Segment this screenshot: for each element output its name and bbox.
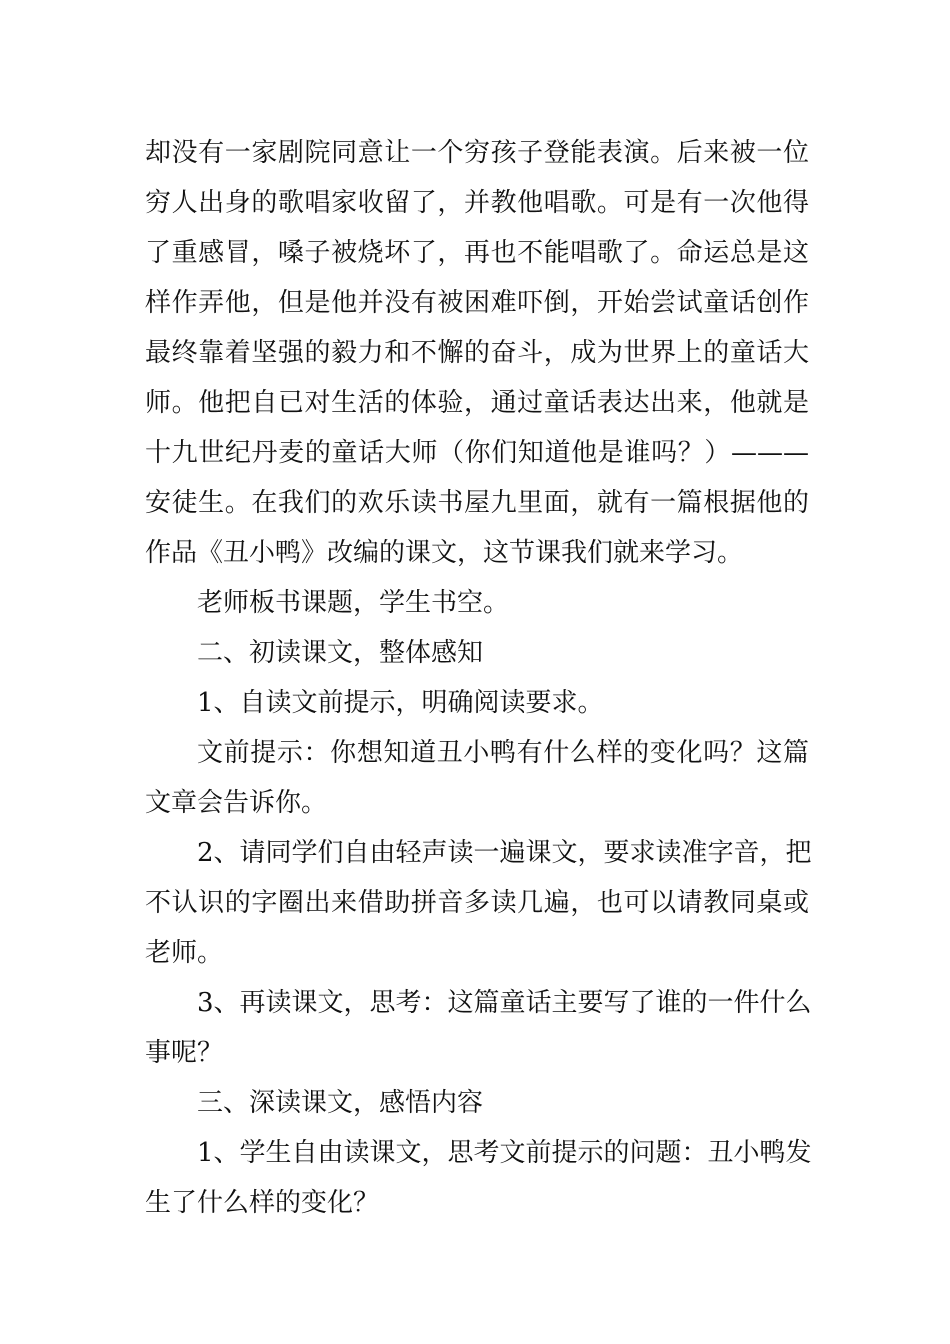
text-line: 穷人出身的歌唱家收留了，并教他唱歌。可是有一次他得 <box>145 188 809 218</box>
text-line: 1、学生自由读课文，思考文前提示的问题：丑小鸭发 <box>197 1138 812 1168</box>
text-line: 了重感冒，嗓子被烧坏了，再也不能唱歌了。命运总是这 <box>145 238 809 268</box>
text-line: 样作弄他，但是他并没有被困难吓倒，开始尝试童话创作 <box>145 288 809 318</box>
text-line: 不认识的字圈出来借助拼音多读几遍，也可以请教同桌或 <box>145 888 809 918</box>
document-body <box>145 128 812 1228</box>
text-line: 1、自读文前提示，明确阅读要求。 <box>197 688 604 718</box>
text-line: 老师。 <box>145 938 224 968</box>
text-line: 师。他把自已对生活的体验，通过童话表达出来，他就是 <box>145 388 809 418</box>
text-line: 2、请同学们自由轻声读一遍课文，要求读准字音，把 <box>197 838 812 868</box>
text-line: 3、再读课文，思考：这篇童话主要写了谁的一件什么 <box>197 988 812 1018</box>
text-line: 文章会告诉你。 <box>145 788 328 818</box>
text-line: 最终靠着坚强的毅力和不懈的奋斗，成为世界上的童话大 <box>145 338 809 368</box>
text-line: 安徒生。在我们的欢乐读书屋九里面，就有一篇根据他的 <box>145 488 809 518</box>
text-line: 十九世纪丹麦的童话大师（你们知道他是谁吗？）——— <box>145 438 809 468</box>
text-line: 文前提示：你想知道丑小鸭有什么样的变化吗？这篇 <box>197 738 809 768</box>
section-heading: 三、深读课文，感悟内容 <box>197 1088 484 1118</box>
text-line: 却没有一家剧院同意让一个穷孩子登能表演。后来被一位 <box>145 138 809 168</box>
text-line: 作品《丑小鸭》改编的课文，这节课我们就来学习。 <box>145 538 744 568</box>
text-line: 生了什么样的变化？ <box>145 1188 380 1218</box>
section-heading: 二、初读课文，整体感知 <box>197 638 484 668</box>
text-line: 事呢？ <box>145 1038 224 1068</box>
text-line: 老师板书课题，学生书空。 <box>197 588 510 618</box>
